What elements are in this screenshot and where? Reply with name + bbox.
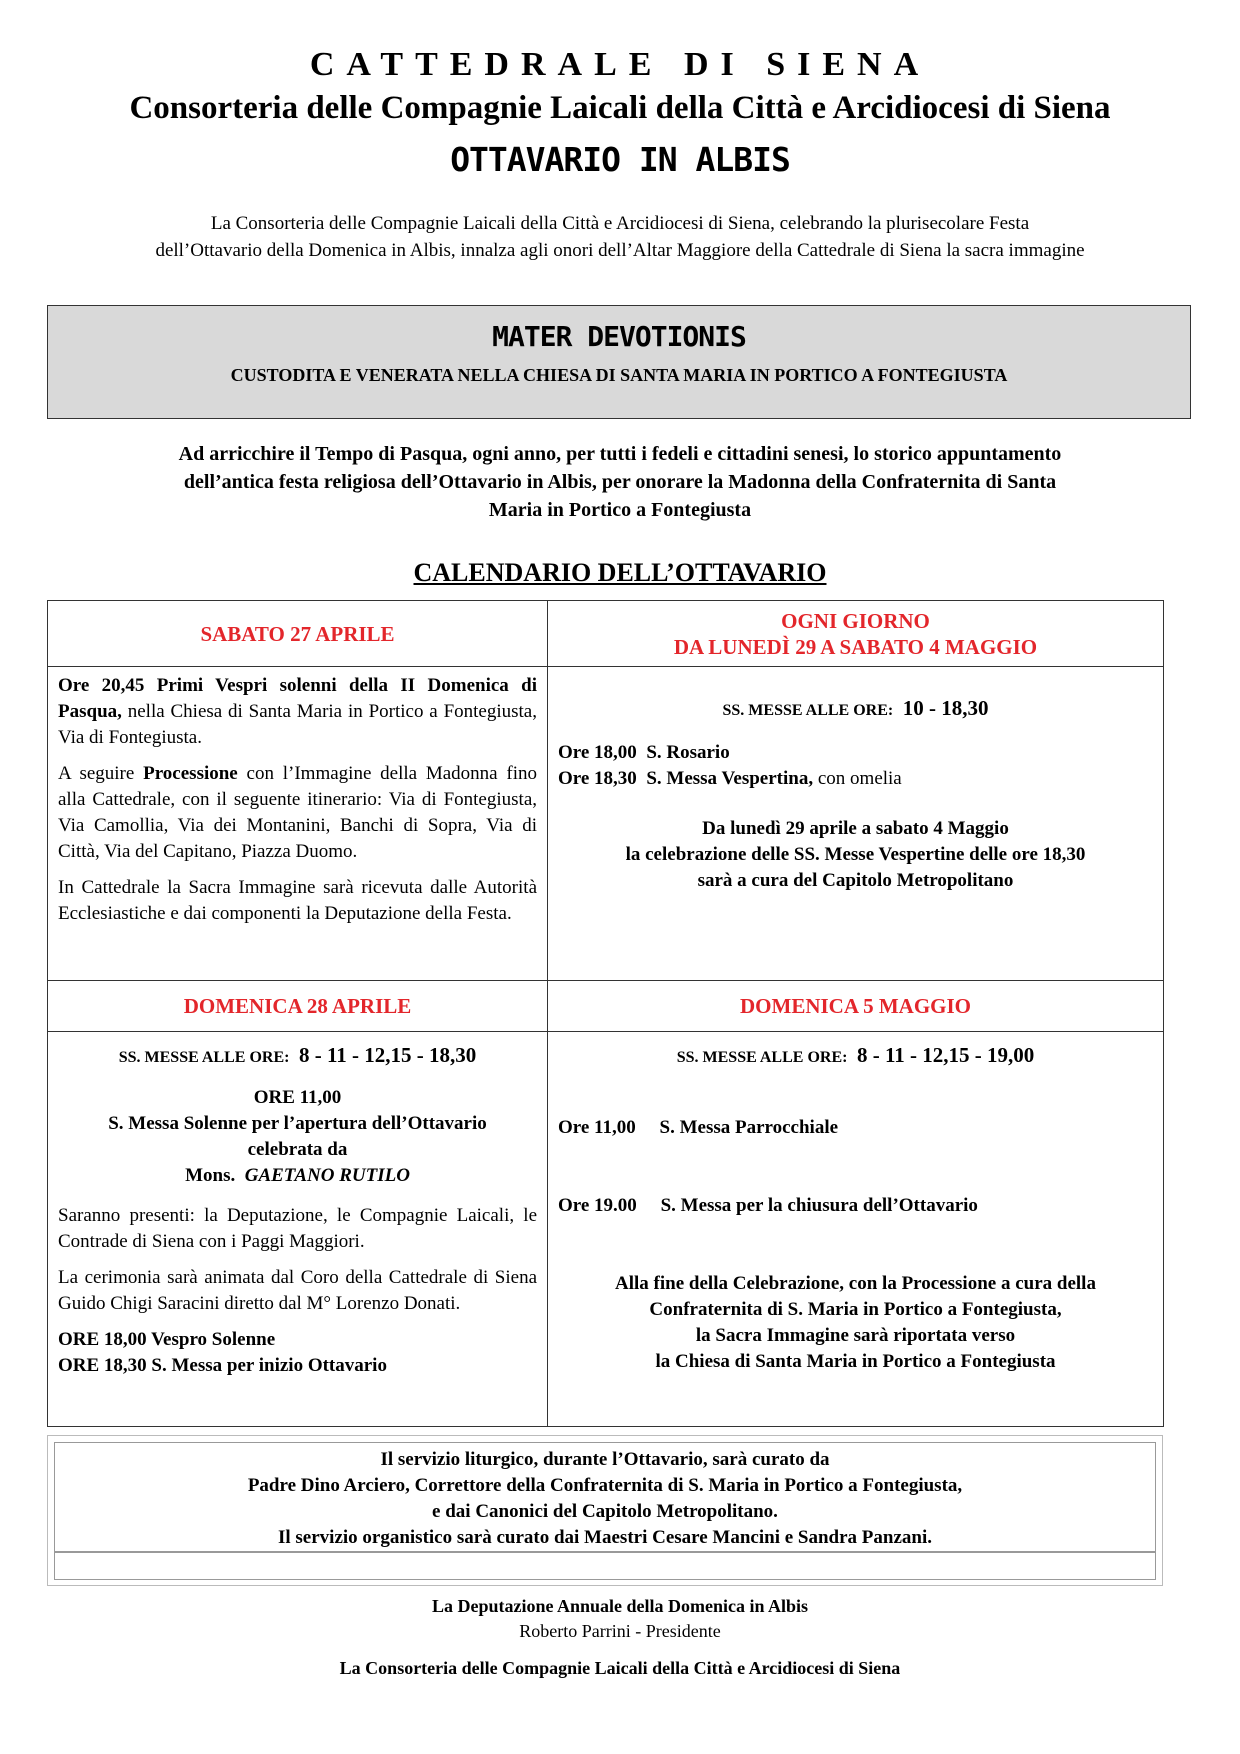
messe-label: SS. MESSE ALLE ORE: bbox=[118, 1049, 290, 1066]
ogni-giorno-cell bbox=[548, 667, 1164, 981]
intro-line: dell’Ottavario della Domenica in Albis, innalza agli onori dell’Altar Maggiore della Cattedrale di Siena la sacra immagine bbox=[155, 240, 1085, 261]
messe-times: 10 - 18,30 bbox=[902, 696, 989, 720]
header-domenica-28-label: DOMENICA 28 APRILE bbox=[183, 994, 412, 1018]
servizio-text bbox=[54, 1442, 1156, 1552]
lead-line: dell’antica festa religiosa dell’Ottavario in Albis, per onorare la Madonna della Confraternita di Santa bbox=[183, 471, 1057, 493]
vespertina-rest: con omelia bbox=[813, 768, 902, 789]
processione-bold: Processione bbox=[143, 763, 238, 784]
d5-parr-time: Ore 11,00 bbox=[558, 1117, 636, 1138]
organization-subtitle: Consorteria delle Compagnie Laicali della Città e Arcidiocesi di Siena bbox=[129, 90, 1111, 126]
note-line: sarà a cura del Capitolo Metropolitano bbox=[697, 870, 1014, 891]
d5-parr-label: S. Messa Parrocchiale bbox=[659, 1117, 839, 1138]
header-domenica-5 bbox=[548, 981, 1164, 1032]
mater-devotionis-banner bbox=[47, 305, 1191, 419]
servizio-line: Il servizio organistico sarà curato dai Maestri Cesare Mancini e Sandra Panzani. bbox=[277, 1527, 932, 1548]
rosario-time: Ore 18,00 bbox=[558, 742, 637, 763]
banner-title: MATER DEVOTIONIS bbox=[492, 320, 746, 353]
d5-fine-line: la Sacra Immagine sarà riportata verso bbox=[695, 1325, 1016, 1346]
messe-times: 8 - 11 - 12,15 - 18,30 bbox=[298, 1043, 477, 1067]
servizio-line: Padre Dino Arciero, Correttore della Confraternita di S. Maria in Portico a Fontegiusta, bbox=[247, 1475, 963, 1496]
intro-line: La Consorteria delle Compagnie Laicali della Città e Arcidiocesi di Siena, celebrando la plurisecolare Festa bbox=[210, 213, 1030, 234]
vespertina-line bbox=[558, 766, 1153, 792]
rosario-line bbox=[558, 740, 1153, 766]
d5-fine-line: Alla fine della Celebrazione, con la Processione a cura della bbox=[615, 1273, 1096, 1294]
sabato-cattedrale: In Cattedrale la Sacra Immagine sarà ricevuta dalle Autorità Ecclesiastiche e dai componenti la Deputazione della Festa. bbox=[58, 877, 537, 924]
d28-vespro: ORE 18,00 Vespro Solenne bbox=[58, 1329, 276, 1350]
header-ogni-giorno bbox=[548, 601, 1164, 667]
lead-line: Maria in Portico a Fontegiusta bbox=[488, 499, 752, 521]
messe-label: SS. MESSE ALLE ORE: bbox=[722, 702, 894, 719]
note-line: la celebrazione delle SS. Messe Vespertine delle ore 18,30 bbox=[625, 844, 1086, 865]
messe-times: 8 - 11 - 12,15 - 19,00 bbox=[856, 1043, 1035, 1067]
calendar-title: CALENDARIO DELL’OTTAVARIO bbox=[413, 558, 827, 587]
d28-mons: Mons. bbox=[185, 1165, 236, 1186]
header-domenica-28 bbox=[48, 981, 548, 1032]
d5-fine bbox=[558, 1271, 1153, 1375]
sabato-processione bbox=[58, 761, 537, 865]
servizio-line: Il servizio liturgico, durante l’Ottavario, sarà curato da bbox=[380, 1449, 830, 1470]
header-ogni-giorno-line2: DA LUNEDÌ 29 A SABATO 4 MAGGIO bbox=[673, 634, 1038, 659]
d5-fine-line: Confraternita di S. Maria in Portico a Fontegiusta, bbox=[649, 1299, 1062, 1320]
d5-chiusura-time: Ore 19.00 bbox=[558, 1195, 637, 1216]
header-domenica-5-label: DOMENICA 5 MAGGIO bbox=[740, 994, 971, 1018]
rosario-label: S. Rosario bbox=[646, 742, 730, 763]
d28-messe bbox=[58, 1042, 537, 1071]
sabato-vespri-bold: Ore 20,45 Primi Vespri solenni della II Domenica di Pasqua, bbox=[58, 675, 537, 722]
messe-label: SS. MESSE ALLE ORE: bbox=[676, 1049, 848, 1066]
footer-presidente: Roberto Parrini - Presidente bbox=[519, 1621, 721, 1641]
banner-subtitle: CUSTODITA E VENERATA NELLA CHIESA DI SANTA MARIA IN PORTICO A FONTEGIUSTA bbox=[230, 365, 1008, 385]
d28-celebrant-name: GAETANO RUTILO bbox=[244, 1165, 410, 1186]
footer-deputazione: La Deputazione Annuale della Domenica in Albis bbox=[431, 1596, 809, 1616]
processione-intro: A seguire bbox=[58, 763, 144, 784]
footer-consorteria: La Consorteria delle Compagnie Laicali della Città e Arcidiocesi di Siena bbox=[339, 1658, 901, 1678]
calendar-table bbox=[47, 600, 1164, 1427]
sabato-cell bbox=[48, 667, 548, 981]
d28-solenne-line: celebrata da bbox=[247, 1139, 348, 1160]
header-ogni-giorno-line1: OGNI GIORNO bbox=[781, 608, 930, 633]
header-sabato-label: SABATO 27 APRILE bbox=[200, 621, 395, 646]
d28-solenne bbox=[58, 1085, 537, 1189]
vespertina-label: S. Messa Vespertina, bbox=[646, 768, 814, 789]
d5-parrocchiale bbox=[558, 1115, 1153, 1141]
domenica-28-cell bbox=[48, 1032, 548, 1427]
empty-strip bbox=[54, 1552, 1156, 1580]
d5-chiusura-label: S. Messa per la chiusura dell’Ottavario bbox=[660, 1195, 978, 1216]
header-sabato bbox=[48, 601, 548, 667]
d28-celebrant bbox=[58, 1163, 537, 1189]
note-line: Da lunedì 29 aprile a sabato 4 Maggio bbox=[702, 818, 1009, 839]
ogni-giorno-note bbox=[558, 816, 1153, 894]
d28-coro: La cerimonia sarà animata dal Coro della Cattedrale di Siena Guido Chigi Saracini diretto dal M° Lorenzo Donati. bbox=[58, 1267, 537, 1314]
d28-messa-inizio: ORE 18,30 S. Messa per inizio Ottavario bbox=[58, 1355, 387, 1376]
d5-messe bbox=[558, 1042, 1153, 1071]
event-title: OTTAVARIO IN ALBIS bbox=[450, 140, 790, 179]
page-title: CATTEDRALE DI SIENA bbox=[309, 46, 931, 83]
lead-paragraph bbox=[60, 440, 1180, 524]
intro-paragraph bbox=[40, 210, 1200, 264]
sabato-vespri-rest: nella Chiesa di Santa Maria in Portico a Fontegiusta, Via di Fontegiusta. bbox=[58, 701, 537, 748]
processione-rest: con l’Immagine della Madonna fino alla Cattedrale, con il seguente itinerario: Via di Fontegiusta, Via Camollia, Via dei Montanini, Banchi di Sopra, Via di Città, Via del Capitano, Piazza Duomo. bbox=[58, 763, 538, 862]
ogni-giorno-messe bbox=[558, 695, 1153, 724]
d5-fine-line: la Chiesa di Santa Maria in Portico a Fontegiusta bbox=[655, 1351, 1056, 1372]
d28-ore: ORE 11,00 bbox=[253, 1087, 342, 1108]
d28-solenne-line: S. Messa Solenne per l’apertura dell’Ottavario bbox=[108, 1113, 487, 1134]
d5-chiusura bbox=[558, 1193, 1153, 1219]
vespertina-time: Ore 18,30 bbox=[558, 768, 637, 789]
lead-line: Ad arricchire il Tempo di Pasqua, ogni anno, per tutti i fedeli e cittadini senesi, lo storico appuntamento bbox=[178, 443, 1062, 465]
d28-presenti: Saranno presenti: la Deputazione, le Compagnie Laicali, le Contrade di Siena con i Paggi Maggiori. bbox=[58, 1205, 537, 1252]
domenica-5-cell bbox=[548, 1032, 1164, 1427]
sabato-vespri bbox=[58, 673, 537, 751]
servizio-line: e dai Canonici del Capitolo Metropolitano. bbox=[432, 1501, 778, 1522]
servizio-box bbox=[47, 1435, 1163, 1586]
